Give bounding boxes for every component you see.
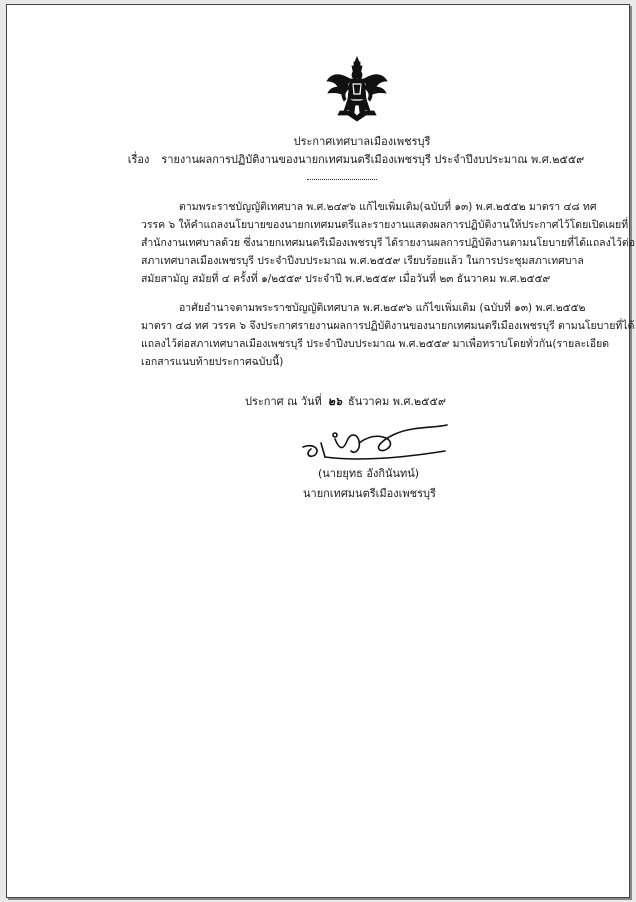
paragraph2-line: เอกสารแนบท้ายประกาศฉบับนี้) [141,356,284,368]
paragraph1-line: วรรค ๖ ให้คำแถลงนโยบายของนายกเทศมนตรีและรายงานแสดงผลการปฏิบัติงานให้ประกาศไว้โดยเปิดเผยที่ [141,219,629,231]
signer-name: (นายยุทธ อังกินันทน์) [318,467,420,480]
paragraph1-line: สมัยสามัญ สมัยที่ ๔ ครั้งที่ ๑/๒๕๕๙ ประจำปี พ.ศ.๒๕๕๙ เมื่อวันที่ ๒๓ ธันวาคม พ.ศ.๒๕๕๙ [141,273,551,285]
document-page [6,4,636,898]
paragraph2-line: มาตรา ๔๘ ทศ วรรค ๖ จึงประกาศรายงานผลการปฏิบัติงานของนายกเทศมนตรีเมืองเพชรบุรี ตามนโยบายที่ได้ [141,320,635,332]
subject-text: รายงานผลการปฏิบัติงานของนายกเทศมนตรีเมืองเพชรบุรี ประจำปีงบประมาณ พ.ศ.๒๕๕๙ [161,153,585,166]
paragraph1-line: สำนักงานเทศบาลด้วย ซึ่งนายกเทศมนตรีเมืองเพชรบุรี ได้รายงานผลการปฏิบัติงานตามนโยบายที่ได้แถลงไว้ต่อ [141,237,636,249]
announcement-title: ประกาศเทศบาลเมืองเพชรบุรี [293,135,431,148]
signer-title: นายกเทศมนตรีเมืองเพชรบุรี [303,487,436,500]
paragraph1-line: ตามพระราชบัญญัติเทศบาล พ.ศ.๒๔๙๖ แก้ไขเพิ่มเติม(ฉบับที่ ๑๓) พ.ศ.๒๕๕๒ มาตรา ๔๘ ทศ [179,201,597,213]
signature-mark [295,421,455,469]
paragraph2-line: แถลงไว้ต่อสภาเทศบาลเมืองเพชรบุรี ประจำปีงบประมาณ พ.ศ.๒๕๕๙ มาเพื่อทราบโดยทั่วกัน(รายละเอียด [141,338,610,350]
announcement-date [245,394,446,410]
paragraph1-line: สภาเทศบาลเมืองเพชรบุรี ประจำปีงบประมาณ พ.ศ.๒๕๕๙ เรียบร้อยแล้ว ในการประชุมสภาเทศบาล [141,255,584,267]
paragraph2-line: อาศัยอำนาจตามพระราชบัญญัติเทศบาล พ.ศ.๒๔๙๖ แก้ไขเพิ่มเติม (ฉบับที่ ๑๓) พ.ศ.๒๕๕๒ [179,302,586,314]
subject-line [45,152,636,168]
announced-day: ๒๖ [327,395,342,408]
subject-label: เรื่อง [127,153,150,166]
garuda-emblem-icon [326,55,388,125]
dotted-divider [307,173,377,180]
announced-prefix: ประกาศ ณ วันที่ [245,395,322,408]
announced-suffix: ธันวาคม พ.ศ.๒๕๕๙ [348,395,446,408]
